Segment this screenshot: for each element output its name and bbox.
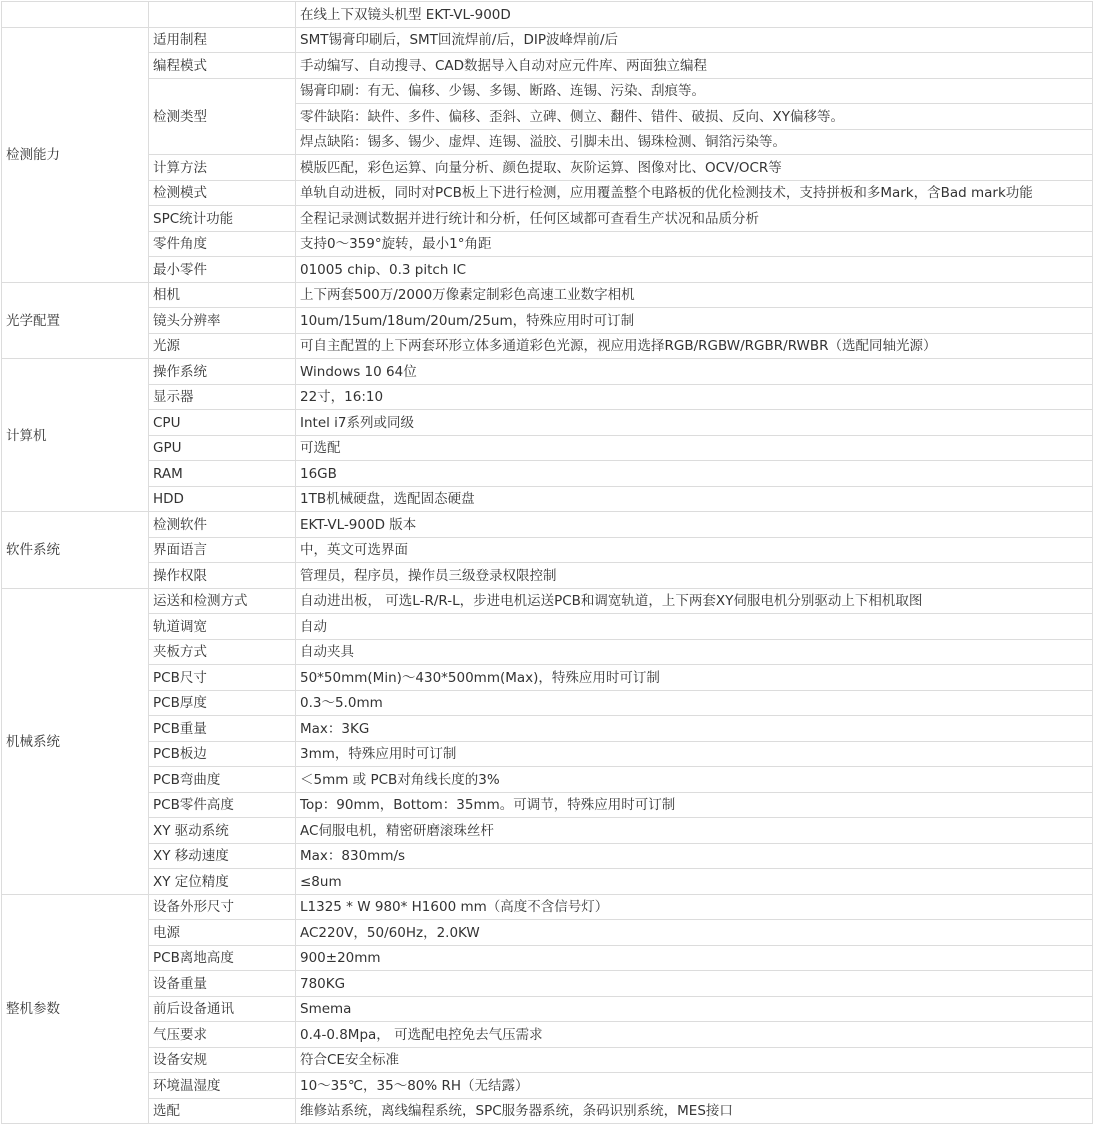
spec-value: 1TB机械硬盘，选配固态硬盘 bbox=[296, 486, 1093, 512]
spec-value: 900±20mm bbox=[296, 945, 1093, 971]
spec-label: CPU bbox=[149, 410, 296, 436]
spec-label: 电源 bbox=[149, 920, 296, 946]
spec-label: PCB板边 bbox=[149, 741, 296, 767]
spec-label: 最小零件 bbox=[149, 257, 296, 283]
group-name: 机械系统 bbox=[2, 588, 149, 894]
table-row bbox=[2, 155, 1093, 181]
spec-value: 维修站系统，离线编程系统，SPC服务器系统，条码识别系统，MES接口 bbox=[296, 1098, 1093, 1124]
spec-table bbox=[1, 1, 1093, 1124]
spec-value: 全程记录测试数据并进行统计和分析，任何区域都可查看生产状况和品质分析 bbox=[296, 206, 1093, 232]
spec-value: Intel i7系列或同级 bbox=[296, 410, 1093, 436]
table-row bbox=[2, 512, 1093, 538]
table-row bbox=[2, 308, 1093, 334]
table-row bbox=[2, 1073, 1093, 1099]
spec-value: 01005 chip、0.3 pitch IC bbox=[296, 257, 1093, 283]
table-row bbox=[2, 53, 1093, 79]
spec-label: 气压要求 bbox=[149, 1022, 296, 1048]
table-row bbox=[2, 231, 1093, 257]
spec-value: 手动编写、自动搜寻、CAD数据导入自动对应元件库、两面独立编程 bbox=[296, 53, 1093, 79]
spec-label: 设备外形尺寸 bbox=[149, 894, 296, 920]
table-row bbox=[2, 690, 1093, 716]
table-row bbox=[2, 716, 1093, 742]
spec-label: PCB零件高度 bbox=[149, 792, 296, 818]
spec-label: PCB重量 bbox=[149, 716, 296, 742]
group-name: 整机参数 bbox=[2, 894, 149, 1124]
table-row bbox=[2, 180, 1093, 206]
table-row bbox=[2, 78, 1093, 104]
spec-label: PCB离地高度 bbox=[149, 945, 296, 971]
spec-value: 中，英文可选界面 bbox=[296, 537, 1093, 563]
table-row bbox=[2, 1047, 1093, 1073]
spec-label: SPC统计功能 bbox=[149, 206, 296, 232]
spec-value: 22寸，16:10 bbox=[296, 384, 1093, 410]
empty-label-cell bbox=[149, 2, 296, 28]
spec-label: 夹板方式 bbox=[149, 639, 296, 665]
table-row bbox=[2, 384, 1093, 410]
spec-value: 3mm，特殊应用时可订制 bbox=[296, 741, 1093, 767]
spec-value: 单轨自动进板，同时对PCB板上下进行检测，应用覆盖整个电路板的优化检测技术，支持拼板和多Mark，含Bad mark功能 bbox=[296, 180, 1093, 206]
spec-value: 自动夹具 bbox=[296, 639, 1093, 665]
table-row bbox=[2, 588, 1093, 614]
spec-value: Smema bbox=[296, 996, 1093, 1022]
spec-table-body bbox=[2, 2, 1093, 1124]
spec-label: 显示器 bbox=[149, 384, 296, 410]
spec-value: 16GB bbox=[296, 461, 1093, 487]
table-row bbox=[2, 27, 1093, 53]
spec-value: 零件缺陷：缺件、多件、偏移、歪斜、立碑、侧立、翻件、错件、破损、反向、XY偏移等。 bbox=[296, 104, 1093, 130]
table-row bbox=[2, 869, 1093, 895]
table-row bbox=[2, 410, 1093, 436]
spec-label: XY 定位精度 bbox=[149, 869, 296, 895]
spec-label: 前后设备通讯 bbox=[149, 996, 296, 1022]
table-row bbox=[2, 359, 1093, 385]
table-row bbox=[2, 537, 1093, 563]
spec-label: GPU bbox=[149, 435, 296, 461]
spec-label: XY 驱动系统 bbox=[149, 818, 296, 844]
table-row bbox=[2, 792, 1093, 818]
table-row bbox=[2, 639, 1093, 665]
empty-group-cell bbox=[2, 2, 149, 28]
spec-value: Max：830mm/s bbox=[296, 843, 1093, 869]
spec-label: 检测软件 bbox=[149, 512, 296, 538]
spec-label: 操作系统 bbox=[149, 359, 296, 385]
spec-label: HDD bbox=[149, 486, 296, 512]
spec-label: 编程模式 bbox=[149, 53, 296, 79]
table-row bbox=[2, 818, 1093, 844]
table-row bbox=[2, 282, 1093, 308]
table-row bbox=[2, 1098, 1093, 1124]
spec-label: 镜头分辨率 bbox=[149, 308, 296, 334]
table-row bbox=[2, 461, 1093, 487]
spec-value: 50*50mm(Min)～430*500mm(Max)，特殊应用时可订制 bbox=[296, 665, 1093, 691]
spec-label: 环境温湿度 bbox=[149, 1073, 296, 1099]
spec-value: L1325 * W 980* H1600 mm（高度不含信号灯） bbox=[296, 894, 1093, 920]
spec-label: XY 移动速度 bbox=[149, 843, 296, 869]
spec-value: 0.3～5.0mm bbox=[296, 690, 1093, 716]
spec-value: 符合CE安全标准 bbox=[296, 1047, 1093, 1073]
spec-value: 上下两套500万/2000万像素定制彩色高速工业数字相机 bbox=[296, 282, 1093, 308]
spec-value: SMT锡膏印刷后，SMT回流焊前/后，DIP波峰焊前/后 bbox=[296, 27, 1093, 53]
spec-label: 零件角度 bbox=[149, 231, 296, 257]
spec-label: PCB弯曲度 bbox=[149, 767, 296, 793]
table-row bbox=[2, 257, 1093, 283]
spec-value: 10～35℃，35～80% RH（无结露） bbox=[296, 1073, 1093, 1099]
spec-value: ≤8um bbox=[296, 869, 1093, 895]
table-row bbox=[2, 333, 1093, 359]
spec-label: 操作权限 bbox=[149, 563, 296, 589]
spec-value: Windows 10 64位 bbox=[296, 359, 1093, 385]
spec-value: 780KG bbox=[296, 971, 1093, 997]
spec-label: 运送和检测方式 bbox=[149, 588, 296, 614]
spec-value: AC220V，50/60Hz，2.0KW bbox=[296, 920, 1093, 946]
group-name: 软件系统 bbox=[2, 512, 149, 589]
spec-label: 检测模式 bbox=[149, 180, 296, 206]
spec-value: 锡膏印刷：有无、偏移、少锡、多锡、断路、连锡、污染、刮痕等。 bbox=[296, 78, 1093, 104]
spec-label: 检测类型 bbox=[149, 78, 296, 155]
spec-value: AC伺服电机，精密研磨滚珠丝杆 bbox=[296, 818, 1093, 844]
spec-label: 选配 bbox=[149, 1098, 296, 1124]
table-row bbox=[2, 435, 1093, 461]
table-row bbox=[2, 767, 1093, 793]
table-row-top bbox=[2, 2, 1093, 28]
spec-label: 设备重量 bbox=[149, 971, 296, 997]
table-row bbox=[2, 665, 1093, 691]
spec-label: 计算方法 bbox=[149, 155, 296, 181]
group-name: 检测能力 bbox=[2, 27, 149, 282]
spec-label: 界面语言 bbox=[149, 537, 296, 563]
table-row bbox=[2, 894, 1093, 920]
table-row bbox=[2, 614, 1093, 640]
spec-value: 支持0～359°旋转，最小1°角距 bbox=[296, 231, 1093, 257]
spec-value: EKT-VL-900D 版本 bbox=[296, 512, 1093, 538]
spec-value: 管理员，程序员，操作员三级登录权限控制 bbox=[296, 563, 1093, 589]
table-row bbox=[2, 920, 1093, 946]
spec-value: 自动 bbox=[296, 614, 1093, 640]
spec-label: 适用制程 bbox=[149, 27, 296, 53]
spec-value: 10um/15um/18um/20um/25um，特殊应用时可订制 bbox=[296, 308, 1093, 334]
table-row bbox=[2, 206, 1093, 232]
table-row bbox=[2, 1022, 1093, 1048]
table-row bbox=[2, 741, 1093, 767]
spec-value: 模版匹配，彩色运算、向量分析、颜色提取、灰阶运算、图像对比、OCV/OCR等 bbox=[296, 155, 1093, 181]
spec-value: 可选配 bbox=[296, 435, 1093, 461]
spec-label: PCB尺寸 bbox=[149, 665, 296, 691]
spec-value: ＜5mm 或 PCB对角线长度的3% bbox=[296, 767, 1093, 793]
table-row bbox=[2, 486, 1093, 512]
spec-label: RAM bbox=[149, 461, 296, 487]
spec-value: Max：3KG bbox=[296, 716, 1093, 742]
spec-label: 光源 bbox=[149, 333, 296, 359]
table-row bbox=[2, 563, 1093, 589]
table-row bbox=[2, 996, 1093, 1022]
spec-value: 焊点缺陷：锡多、锡少、虚焊、连锡、溢胶、引脚未出、锡珠检测、铜箔污染等。 bbox=[296, 129, 1093, 155]
spec-value: 自动进出板， 可选L-R/R-L，步进电机运送PCB和调宽轨道，上下两套XY伺服电机分别驱动上下相机取图 bbox=[296, 588, 1093, 614]
spec-label: PCB厚度 bbox=[149, 690, 296, 716]
table-row bbox=[2, 945, 1093, 971]
table-row bbox=[2, 843, 1093, 869]
spec-value: 0.4-0.8Mpa， 可选配电控免去气压需求 bbox=[296, 1022, 1093, 1048]
spec-value: Top：90mm，Bottom：35mm。可调节，特殊应用时可订制 bbox=[296, 792, 1093, 818]
model-value: 在线上下双镜头机型 EKT-VL-900D bbox=[296, 2, 1093, 28]
spec-value: 可自主配置的上下两套环形立体多通道彩色光源，视应用选择RGB/RGBW/RGBR/RWBR（选配同轴光源） bbox=[296, 333, 1093, 359]
table-row bbox=[2, 971, 1093, 997]
spec-label: 设备安规 bbox=[149, 1047, 296, 1073]
group-name: 光学配置 bbox=[2, 282, 149, 359]
group-name: 计算机 bbox=[2, 359, 149, 512]
spec-label: 相机 bbox=[149, 282, 296, 308]
spec-label: 轨道调宽 bbox=[149, 614, 296, 640]
